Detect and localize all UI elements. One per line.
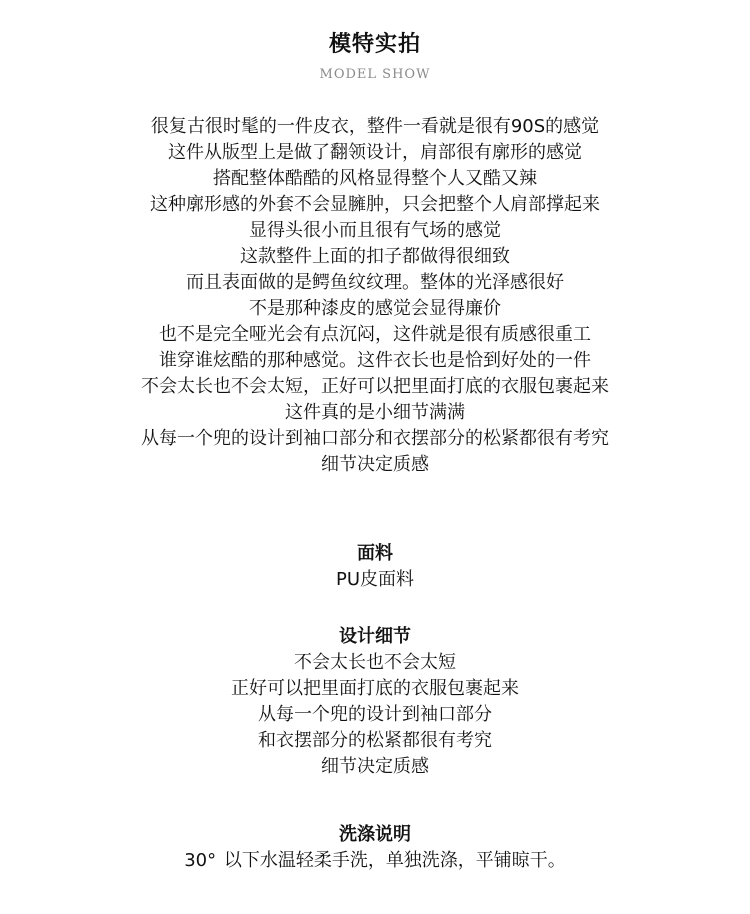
design-details-line: 和衣摆部分的松紧都很有考究 — [258, 730, 492, 751]
description-line: 这款整件上面的扣子都做得很细致 — [240, 246, 510, 267]
description-line: 从每一个兜的设计到袖口部分和衣摆部分的松紧都很有考究 — [141, 428, 609, 449]
material-heading: 面料 — [357, 543, 393, 564]
washing-section — [0, 822, 750, 874]
description-line: 显得头很小而且很有气场的感觉 — [249, 220, 501, 241]
design-details-line: 细节决定质感 — [321, 756, 429, 777]
material-line: PU皮面料 — [335, 569, 415, 590]
description-line: 细节决定质感 — [321, 454, 429, 475]
description-line: 这种廓形感的外套不会显臃肿，只会把整个人肩部撑起来 — [150, 194, 600, 215]
description-line: 谁穿谁炫酷的那种感觉。这件衣长也是恰到好处的一件 — [159, 350, 591, 371]
design-details-line: 从每一个兜的设计到袖口部分 — [258, 704, 492, 725]
design-details-heading: 设计细节 — [339, 626, 411, 647]
washing-heading: 洗涤说明 — [339, 824, 411, 845]
page-title: 模特实拍 — [328, 32, 421, 57]
design-details-section — [0, 624, 750, 780]
description-line: 搭配整体酷酷的风格显得整个人又酷又辣 — [213, 168, 537, 189]
description-line: 不会太长也不会太短，正好可以把里面打底的衣服包裹起来 — [141, 376, 609, 397]
washing-line: 30° 以下水温轻柔手洗，单独洗涤，平铺晾干。 — [184, 850, 566, 871]
design-details-line: 不会太长也不会太短 — [294, 652, 456, 673]
page-subtitle: MODEL SHOW — [319, 67, 431, 82]
design-details-line: 正好可以把里面打底的衣服包裹起来 — [231, 678, 519, 699]
description-line: 很复古很时髦的一件皮衣，整件一看就是很有90S的感觉 — [150, 116, 600, 137]
description-line: 不是那种漆皮的感觉会显得廉价 — [249, 298, 501, 319]
description-line: 而且表面做的是鳄鱼纹纹理。整体的光泽感很好 — [186, 272, 564, 293]
description-block — [0, 114, 750, 478]
description-line: 这件从版型上是做了翻领设计，肩部很有廓形的感觉 — [168, 142, 582, 163]
material-section — [0, 541, 750, 593]
description-line: 这件真的是小细节满满 — [285, 402, 465, 423]
description-line: 也不是完全哑光会有点沉闷，这件就是很有质感很重工 — [159, 324, 591, 345]
